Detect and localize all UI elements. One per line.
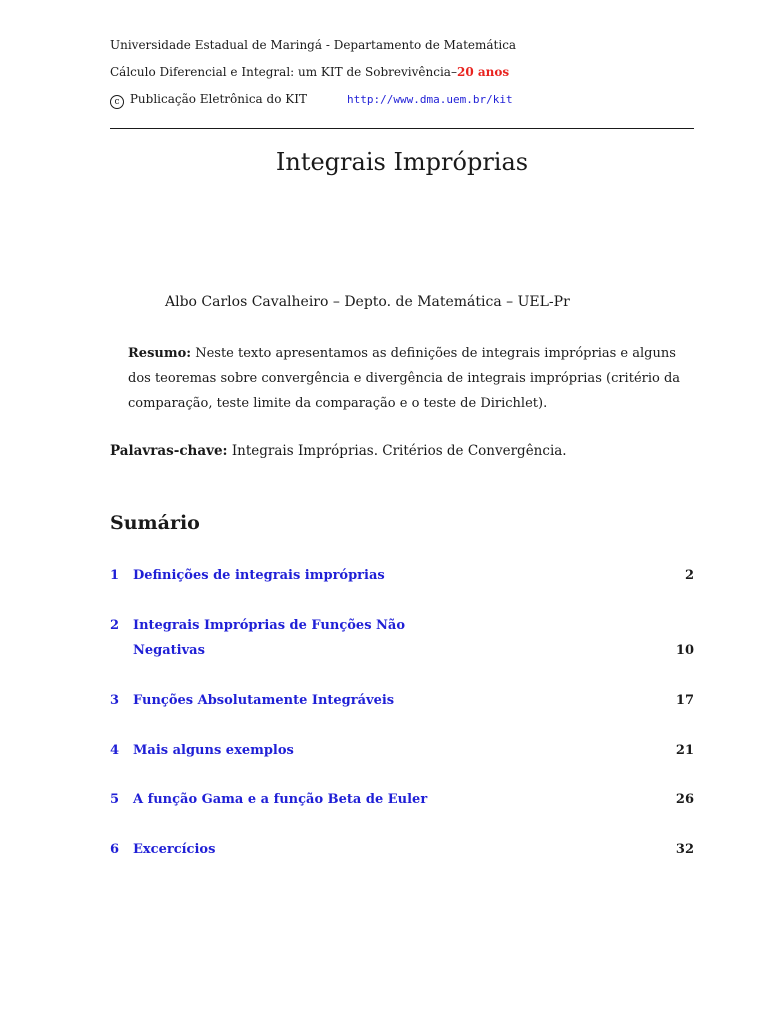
- header-series-highlight: 20 anos: [456, 65, 510, 79]
- toc-item-page: 32: [675, 842, 694, 857]
- page-title: Integrais Impróprias: [275, 148, 529, 176]
- abstract-label: Resumo:: [128, 346, 192, 361]
- toc-item-link[interactable]: Funções Absolutamente Integráveis: [133, 693, 395, 708]
- keywords-label: Palavras-chave:: [110, 443, 228, 459]
- toc-item-number: 2: [110, 618, 120, 633]
- abstract-text: Neste texto apresentamos as definições de integrais impróprias e alguns dos teoremas sobre convergência e divergência de integrais impróprias (critério da comparação, teste limite da comparação e o teste de Dirichlet).: [128, 346, 681, 411]
- toc-item-page: 26: [675, 792, 694, 807]
- header-series: [110, 65, 509, 79]
- toc-item-page: 17: [675, 693, 694, 708]
- author-line: Albo Carlos Cavalheiro – Depto. de Matemática – UEL-Pr: [165, 294, 570, 310]
- toc-item-number: 3: [110, 693, 120, 708]
- keywords: [110, 441, 567, 461]
- header-publication: [110, 92, 694, 109]
- toc-item-number: 4: [110, 743, 120, 758]
- toc-item-link[interactable]: Definições de integrais impróprias: [133, 568, 385, 583]
- toc-item-number: 6: [110, 842, 120, 857]
- header-series-text: Cálculo Diferencial e Integral: um KIT de Sobrevivência–: [110, 65, 457, 79]
- toc-item-link[interactable]: Mais alguns exemplos: [133, 743, 294, 758]
- header-publication-text: Publicação Eletrônica do KIT: [129, 92, 307, 106]
- header-institution: Universidade Estadual de Maringá - Departamento de Matemática: [110, 38, 517, 52]
- toc-item-link[interactable]: A função Gama e a função Beta de Euler: [133, 792, 428, 807]
- toc-item-page: 2: [684, 568, 694, 583]
- kit-url-link[interactable]: http://www.dma.uem.br/kit: [347, 93, 513, 106]
- toc-item-number: 5: [110, 792, 120, 807]
- toc-item-number: 1: [110, 568, 120, 583]
- toc-item-link[interactable]: Integrais Impróprias de Funções Não Negativas: [133, 618, 406, 658]
- toc-item-page: 10: [675, 643, 694, 658]
- toc-item-page: 21: [675, 743, 694, 758]
- header-divider: [110, 128, 694, 129]
- toc-heading: Sumário: [110, 512, 200, 534]
- keywords-text: Integrais Impróprias. Critérios de Convergência.: [231, 443, 567, 459]
- toc-item-link[interactable]: Excercícios: [133, 842, 216, 857]
- copyright-icon: c: [110, 95, 124, 109]
- abstract: [128, 341, 694, 416]
